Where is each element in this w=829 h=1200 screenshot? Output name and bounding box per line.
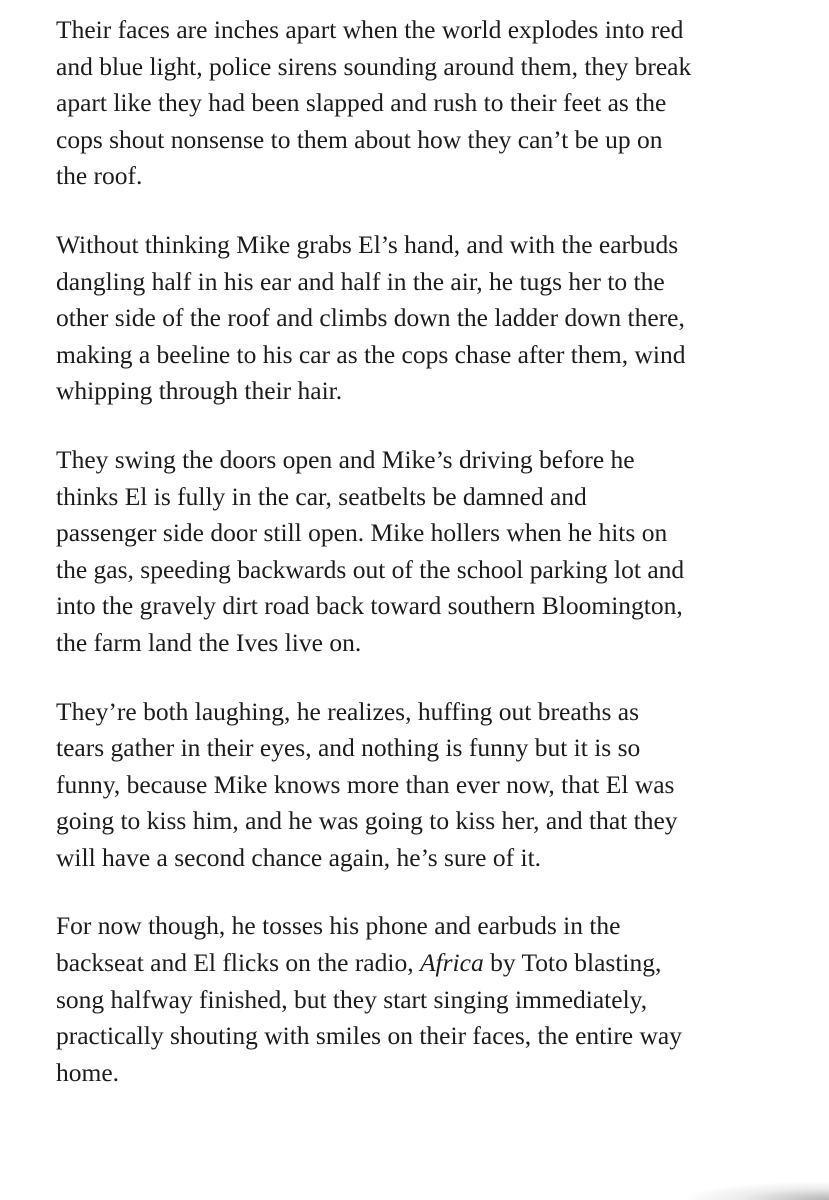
text-line: apart like they had been slapped and rush to their feet as the [56,88,667,118]
text-line: and blue light, police sirens sounding around them, they break [56,51,692,81]
text-line: They swing the doors open and Mike’s driving before he [56,444,635,474]
paragraph-1 [56,12,816,195]
text-line: They’re both laughing, he realizes, huffing out breaths as [56,696,640,726]
text-line: practically shouting with smiles on their faces, the entire way [56,1021,682,1051]
radio-line-suffix: by Toto blasting, [483,948,662,978]
text-line: thinks El is fully in the car, seatbelts be damned and [56,481,587,511]
text-line: making a beeline to his car as the cops chase after them, wind [56,339,686,369]
story-text [56,12,816,1091]
text-line: the gas, speeding backwards out of the school parking lot and [56,554,685,584]
text-line: For now though, he tosses his phone and earbuds in the [56,911,621,941]
text-line: song halfway finished, but they start singing immediately, [56,984,648,1014]
text-line: tears gather in their eyes, and nothing is funny but it is so [56,733,641,763]
text-line: home. [56,1057,120,1087]
song-title: Africa [419,948,484,978]
paragraph-3 [56,442,816,662]
text-line: the farm land the Ives live on. [56,627,362,657]
text-line: the roof. [56,161,143,191]
text-line: into the gravely dirt road back toward southern Bloomington, [56,591,683,621]
text-line: cops shout nonsense to them about how they can’t be up on [56,124,663,154]
radio-line-prefix: backseat and El flicks on the radio, [56,948,420,978]
text-line: other side of the roof and climbs down the ladder down there, [56,303,685,333]
text-line: Their faces are inches apart when the world explodes into red [56,15,684,44]
text-line: whipping through their hair. [56,376,343,406]
text-line: going to kiss him, and he was going to kiss her, and that they [56,806,678,836]
text-line: will have a second chance again, he’s sure of it. [56,842,542,872]
page-corner-shadow [689,1182,829,1200]
paragraph-2 [56,227,816,410]
text-line: dangling half in his ear and half in the air, he tugs her to the [56,266,665,296]
text-line: funny, because Mike knows more than ever now, that El was [56,769,675,799]
text-line-radio [56,945,816,982]
text-line: Without thinking Mike grabs El’s hand, and with the earbuds [56,229,679,259]
text-line: passenger side door still open. Mike hollers when he hits on [56,518,668,548]
paragraph-5 [56,908,816,1091]
paragraph-4 [56,694,816,877]
